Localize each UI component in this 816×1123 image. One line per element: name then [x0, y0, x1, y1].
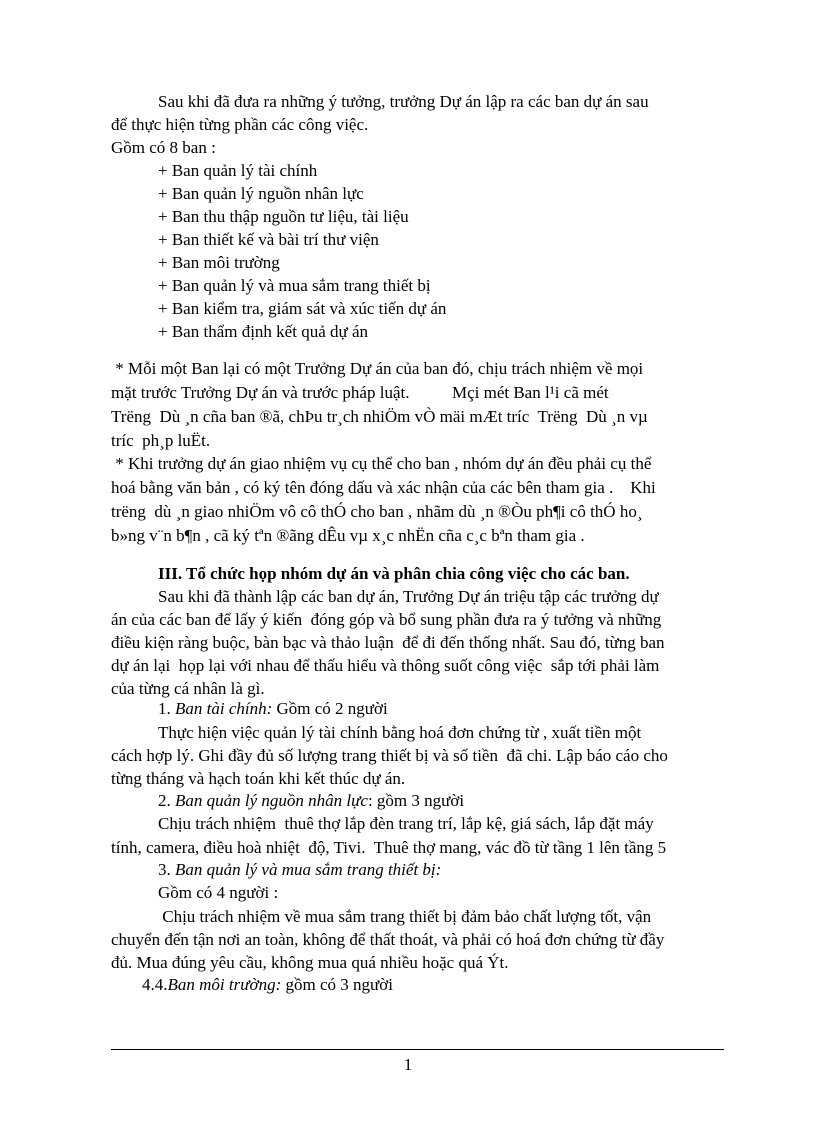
subsection-number: 1. [158, 699, 175, 718]
paragraph-line: Gồm có 4 người : [158, 883, 279, 902]
subsection-title [158, 698, 388, 720]
note-line: trëng dù ¸n giao nhiÖm vô cô thÓ cho ban , nhãm dù ¸n ®Òu ph¶i cô thÓ ho¸ [111, 502, 643, 521]
subsection-detail: gồm có 3 người [281, 975, 393, 994]
subsection-title [158, 790, 464, 812]
subsection-number: 2. [158, 791, 175, 810]
note-line: tríc ph¸p luËt. [111, 431, 211, 450]
subsection-name: Ban quản lý và mua sắm trang thiết bị: [175, 860, 442, 879]
list-item: + Ban kiểm tra, giám sát và xúc tiến dự án [158, 299, 447, 318]
subsection-name: Ban tài chính: [175, 699, 273, 718]
paragraph-line: để thực hiện từng phần các công việc. [111, 115, 369, 134]
subsection-name: Ban môi trường: [167, 975, 282, 994]
paragraph-line: chuyển đến tận nơi an toàn, không để thất thoát, và phải có hoá đơn chứng từ đầy [111, 930, 665, 949]
note-line: b»ng v¨n b¶n , cã ký tªn ®ãng dÊu vµ x¸c nhËn cña c¸c bªn tham gia . [111, 526, 585, 545]
list-item: + Ban quản lý tài chính [158, 161, 318, 180]
list-intro: Gồm có 8 ban : [111, 138, 216, 157]
paragraph-line: của từng cá nhân là gì. [111, 679, 265, 698]
paragraph-line: tính, camera, điều hoà nhiệt độ, Tivi. Thuê thợ mang, vác đồ từ tầng 1 lên tầng 5 [111, 838, 667, 857]
paragraph-line: Chịu trách nhiệm thuê thợ lắp đèn trang trí, lắp kệ, giá sách, lắp đặt máy [158, 814, 654, 833]
list-item: + Ban thu thập nguồn tư liệu, tài liệu [158, 207, 409, 226]
footer-rule [111, 1049, 724, 1050]
note-line: hoá bằng văn bản , có ký tên đóng dấu và xác nhận của các bên tham gia . Khi [111, 478, 656, 497]
note-line: * Mỗi một Ban lại có một Trưởng Dự án của ban đó, chịu trách nhiệm về mọi [111, 359, 644, 378]
list-item: + Ban thẩm định kết quả dự án [158, 322, 369, 341]
note-line: * Khi trưởng dự án giao nhiệm vụ cụ thể cho ban , nhóm dự án đều phải cụ thể [111, 454, 652, 473]
subsection-detail: Gồm có 2 người [272, 699, 388, 718]
subsection-name: Ban quản lý nguồn nhân lực [175, 791, 368, 810]
list-item: + Ban quản lý nguồn nhân lực [158, 184, 364, 203]
paragraph-line: án của các ban để lấy ý kiến đóng góp và bổ sung phần đưa ra ý tưởng và những [111, 610, 662, 629]
subsection-title [142, 974, 393, 996]
paragraph-line: dự án lại họp lại với nhau để thấu hiểu và thông suốt công việc sắp tới phải làm [111, 656, 660, 675]
paragraph-line: đủ. Mua đúng yêu cầu, không mua quá nhiều hoặc quá Ýt. [111, 953, 509, 972]
page-number: 1 [403, 1055, 413, 1074]
paragraph-line: Sau khi đã đưa ra những ý tưởng, trưởng Dự án lập ra các ban dự án sau [158, 92, 649, 111]
paragraph-line: Chịu trách nhiệm về mua sắm trang thiết bị đảm bảo chất lượng tốt, vận [158, 907, 652, 926]
paragraph-line: điều kiện ràng buộc, bàn bạc và thảo luận để đi đến thống nhất. Sau đó, từng ban [111, 633, 665, 652]
list-item: + Ban quản lý và mua sắm trang thiết bị [158, 276, 431, 295]
subsection-title [158, 859, 441, 881]
list-item: + Ban thiết kế và bài trí thư viện [158, 230, 379, 249]
paragraph-line: Thực hiện việc quản lý tài chính bằng hoá đơn chứng từ , xuất tiền một [158, 723, 642, 742]
section-heading: III. Tổ chức họp nhóm dự án và phân chia công việc cho các ban. [158, 564, 630, 583]
subsection-number: 3. [158, 860, 175, 879]
list-item: + Ban môi trường [158, 253, 280, 272]
subsection-detail: : gồm 3 người [367, 791, 465, 810]
note-line: mặt trước Trưởng Dự án và trước pháp luật. Mçi mét Ban l¹i cã mét [111, 383, 609, 402]
paragraph-line: từng tháng và hạch toán khi kết thúc dự án. [111, 769, 406, 788]
subsection-number: 4.4. [142, 975, 168, 994]
note-line: Trëng Dù ¸n cña ban ®ã, chÞu tr¸ch nhiÖm vÒ mäi mÆt tríc Trëng Dù ¸n vµ [111, 407, 648, 426]
paragraph-line: cách hợp lý. Ghi đầy đủ số lượng trang thiết bị và số tiền đã chi. Lập báo cáo cho [111, 746, 668, 765]
paragraph-line: Sau khi đã thành lập các ban dự án, Trưởng Dự án triệu tập các trưởng dự [158, 587, 659, 606]
